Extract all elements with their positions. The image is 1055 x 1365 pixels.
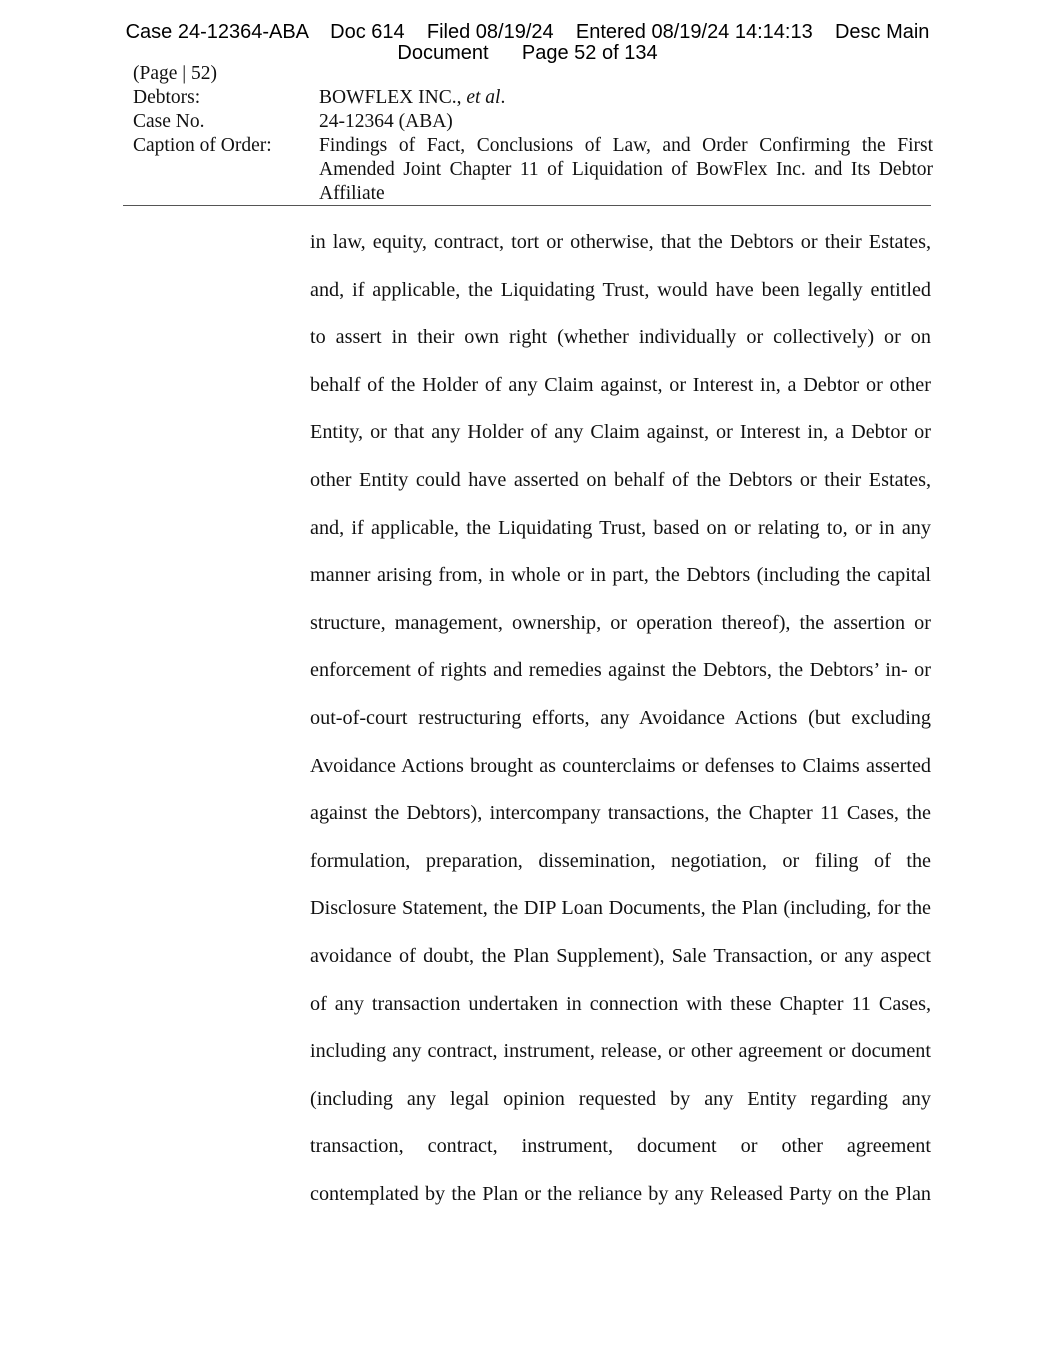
- body-text-line: [310, 1034, 931, 1082]
- body-text-line-content: other Entity could have asserted on behalf of the Debtors or their Estates,: [310, 468, 931, 491]
- filing-stamp-line-1: Case 24-12364-ABA Doc 614 Filed 08/19/24 Entered 08/19/24 14:14:13 Desc Main: [125, 21, 930, 43]
- order-body-text: [310, 225, 931, 1224]
- debtors-period: .: [500, 87, 506, 108]
- caption-of-order-value: [319, 134, 933, 206]
- body-text-line: [310, 891, 931, 939]
- case-caption: [133, 62, 933, 206]
- caption-of-order-line-2: Amended Joint Chapter 11 of Liquidation of BowFlex Inc. and Its Debtor: [319, 159, 933, 180]
- caption-of-order-line-1: Findings of Fact, Conclusions of Law, and Order Confirming the First: [319, 135, 933, 156]
- body-text-line: [310, 987, 931, 1035]
- caption-of-order-label: Caption of Order:: [133, 135, 272, 156]
- body-text-line: [310, 558, 931, 606]
- body-text-line-content: manner arising from, in whole or in part, the Debtors (including the capital: [310, 564, 931, 587]
- body-text-line-content: of any transaction undertaken in connection with these Chapter 11 Cases,: [310, 992, 931, 1015]
- body-text-line: [310, 606, 931, 654]
- debtors-et-al: et al: [466, 87, 501, 108]
- body-text-line-content: Avoidance Actions brought as counterclaims or defenses to Claims asserted: [310, 754, 931, 777]
- debtors-label: Debtors:: [133, 87, 201, 108]
- body-text-line-content: behalf of the Holder of any Claim against, or Interest in, a Debtor or other: [310, 373, 931, 396]
- case-number-value: 24-12364 (ABA): [319, 111, 453, 132]
- body-text-line: [310, 511, 931, 559]
- body-text-line-content: enforcement of rights and remedies against the Debtors, the Debtors’ in- or: [310, 659, 931, 682]
- body-text-line-content: in law, equity, contract, tort or otherwise, that the Debtors or their Estates,: [310, 231, 931, 253]
- page-reference: (Page | 52): [133, 63, 218, 84]
- caption-of-order-row: [133, 134, 933, 206]
- case-number-row: [133, 110, 933, 134]
- body-text-line-content: structure, management, ownership, or operation thereof), the assertion or: [310, 611, 931, 634]
- body-text-line-content: against the Debtors), intercompany transactions, the Chapter 11 Cases, the: [310, 802, 931, 825]
- body-text-line: [310, 463, 931, 511]
- body-text-line-content: transaction, contract, instrument, document or other agreement: [310, 1135, 931, 1158]
- body-text-line-content: contemplated by the Plan or the reliance by any Released Party on the Plan: [310, 1182, 931, 1205]
- body-text-line: [310, 1129, 931, 1177]
- body-text-line: [310, 796, 931, 844]
- body-text-line-content: and, if applicable, the Liquidating Trust, based on or relating to, or in any: [310, 516, 931, 539]
- body-text-line: [310, 939, 931, 987]
- caption-divider: [123, 205, 931, 206]
- body-text-line-content: Disclosure Statement, the DIP Loan Documents, the Plan (including, for the: [310, 897, 931, 920]
- debtors-value: [319, 86, 933, 110]
- filing-stamp-line-2: Document Page 52 of 134: [397, 42, 658, 64]
- body-text-line-content: Entity, or that any Holder of any Claim against, or Interest in, a Debtor or: [310, 421, 931, 444]
- page-reference-row: [133, 62, 933, 86]
- body-text-line: [310, 749, 931, 797]
- body-text-line: [310, 844, 931, 892]
- body-text-line: [310, 368, 931, 416]
- case-number-label: Case No.: [133, 111, 205, 132]
- debtors-row: [133, 86, 933, 110]
- body-text-line: [310, 415, 931, 463]
- body-text-line-content: avoidance of doubt, the Plan Supplement), Sale Transaction, or any aspect: [310, 944, 931, 967]
- body-text-line: [310, 1082, 931, 1130]
- caption-of-order-line-3: Affiliate: [319, 183, 385, 204]
- body-text-line: [310, 653, 931, 701]
- debtors-name: BOWFLEX INC.,: [319, 87, 467, 108]
- body-text-line-content: and, if applicable, the Liquidating Trust, would have been legally entitled: [310, 278, 931, 301]
- body-text-line-content: to assert in their own right (whether individually or collectively) or on: [310, 326, 931, 349]
- body-text-line: [310, 701, 931, 749]
- body-text-line: [310, 1177, 931, 1225]
- body-text-line-content: (including any legal opinion requested by any Entity regarding any: [310, 1087, 931, 1110]
- body-text-line: [310, 320, 931, 368]
- body-text-line: [310, 273, 931, 321]
- body-text-line-content: formulation, preparation, dissemination, negotiation, or filing of the: [310, 849, 931, 872]
- body-text-line-content: including any contract, instrument, release, or other agreement or document: [310, 1040, 931, 1063]
- body-text-line-content: out-of-court restructuring efforts, any Avoidance Actions (but excluding: [310, 706, 931, 729]
- body-text-line: [310, 225, 931, 273]
